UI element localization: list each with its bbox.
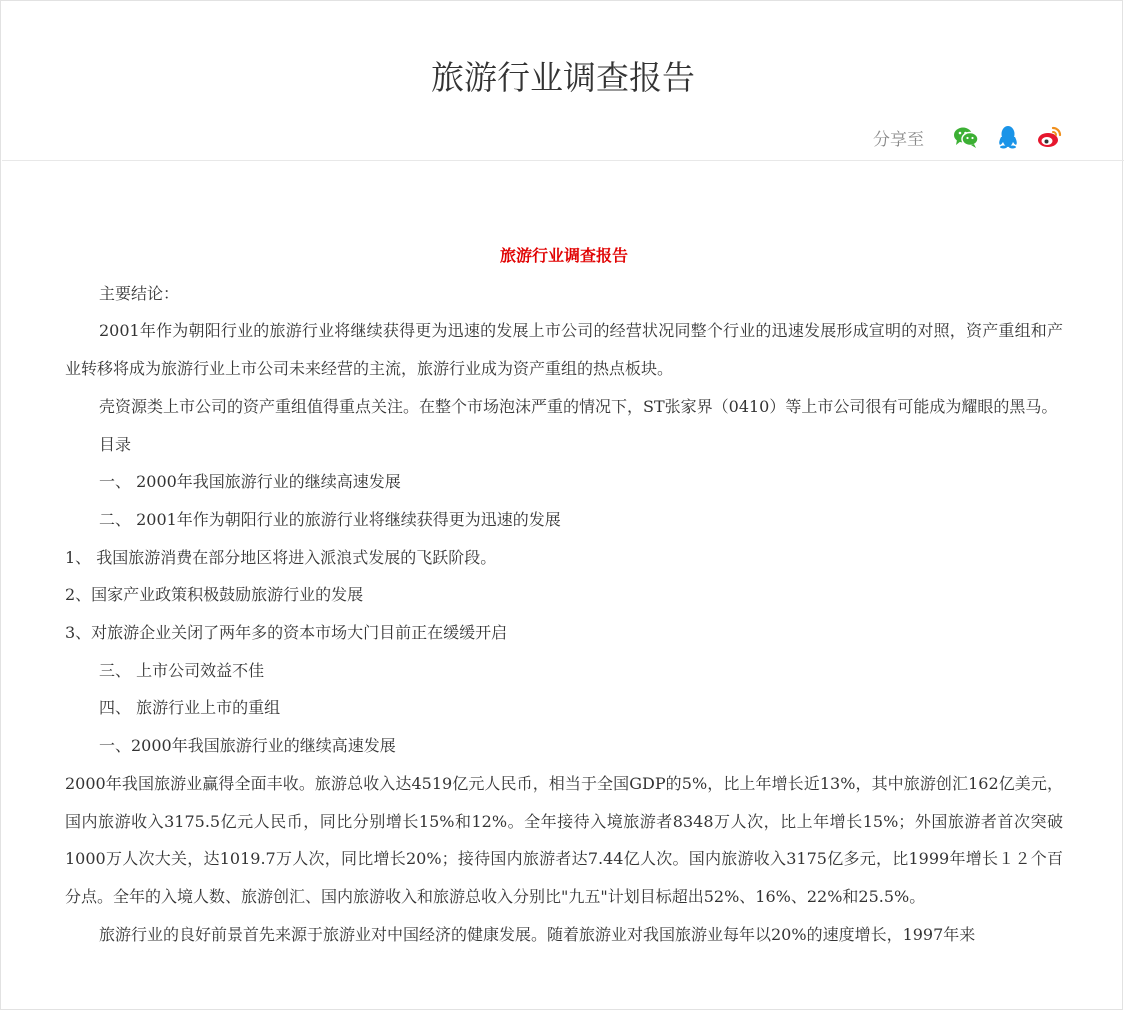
toc-title: 目录 [99, 434, 132, 454]
share-bar [873, 122, 1064, 152]
paragraph: 2000年我国旅游业赢得全面丰收。旅游总收入达4519亿元人民币，相当于全国GDP的5%，比上年增长近13%，其中旅游创汇162亿美元，国内旅游收入3175.5亿元人民币，同比分别增长15%和12%。全年接待入境旅游者8348万人次，比上年增长15%；外国旅游者首次突破1000万人次大关，达1019.7万人次，同比增长20%；接待国内旅游者达7.44亿人次。国内旅游收入3175亿多元，比1999年增长１２个百分点。全年的入境人数、旅游创汇、国内旅游收入和旅游总收入分别比"九五"计划目标超出52%、16%、22%和25.5%。 [65, 773, 1063, 906]
toc-item: 一、 2000年我国旅游行业的继续高速发展 [99, 472, 401, 492]
wechat-icon[interactable] [952, 123, 980, 151]
toc-item: 三、 上市公司效益不佳 [99, 660, 265, 680]
toc-subitem: 2、国家产业政策积极鼓励旅游行业的发展 [65, 585, 364, 605]
toc-item: 四、 旅游行业上市的重组 [99, 698, 281, 718]
paragraph: 2001年作为朝阳行业的旅游行业将继续获得更为迅速的发展上市公司的经营状况同整个行业的迅速发展形成宣明的对照，资产重组和产业转移将成为旅游行业上市公司未来经营的主流，旅游行业成为资产重组的热点板块。 [65, 321, 1063, 379]
share-label: 分享至 [873, 129, 924, 150]
paragraph: 壳资源类上市公司的资产重组值得重点关注。在整个市场泡沫严重的情况下，ST张家界（0410）等上市公司很有可能成为耀眼的黑马。 [99, 396, 1058, 416]
toc-subitem: 3、对旅游企业关闭了两年多的资本市场大门目前正在缓缓开启 [65, 623, 508, 643]
section-heading: 一、2000年我国旅游行业的继续高速发展 [99, 736, 396, 756]
page-title: 旅游行业调查报告 [431, 58, 695, 97]
toc-subitem: 1、 我国旅游消费在部分地区将进入派浪式发展的飞跃阶段。 [65, 547, 497, 567]
qq-icon[interactable] [994, 123, 1022, 151]
document-heading: 旅游行业调查报告 [499, 246, 628, 265]
paragraph: 主要结论： [99, 283, 180, 303]
article-body [65, 233, 1063, 953]
paragraph: 旅游行业的良好前景首先来源于旅游业对中国经济的健康发展。随着旅游业对我国旅游业每年以20%的速度增长，1997年来 [99, 924, 976, 944]
page-header [2, 2, 1124, 161]
toc-item: 二、 2001年作为朝阳行业的旅游行业将继续获得更为迅速的发展 [99, 509, 561, 529]
weibo-icon[interactable] [1036, 123, 1064, 151]
